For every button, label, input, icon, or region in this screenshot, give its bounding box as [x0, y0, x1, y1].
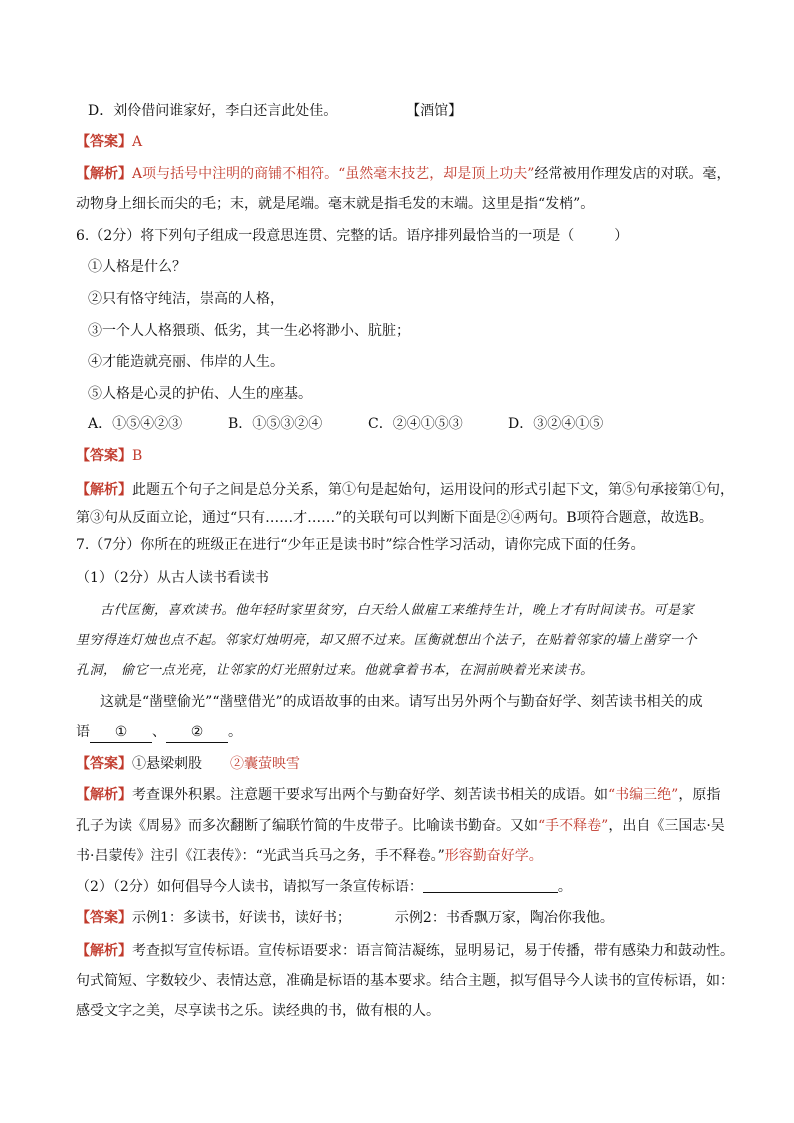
- answer-value-1: 示例1：多读书，好读书，读好书；: [132, 910, 351, 926]
- q6-option-b: B．①⑤③②④: [228, 416, 323, 432]
- q7-task-end: 。: [228, 724, 242, 740]
- q7-sub2-analysis-line1: [76, 941, 734, 961]
- analysis-label: 【解析】: [76, 166, 132, 182]
- answer-blank-1: ①: [90, 722, 152, 743]
- q7-sub2-title-text: （2）（2分）如何倡导今人读书，请拟写一条宣传标语：: [76, 879, 423, 895]
- q7-sub2-analysis-line2: 句式简短、字数较少、表情达意，准确是标语的基本要求。结合主题，拟写倡导今人读书的宣传标语，如：: [76, 973, 734, 989]
- answer-value-2: ②囊萤映雪: [230, 756, 300, 772]
- q6-option-c: C．②④①⑤③: [368, 416, 463, 432]
- q6-item: ④才能造就亮丽、伟岸的人生。: [88, 354, 284, 370]
- q7-sub2-analysis-line3: 感受文字之美，尽享读书之乐。读经典的书，做有根的人。: [76, 1003, 440, 1019]
- analysis-text: 考查课外积累。注意题干要求写出两个与勤奋好学、刻苦读书相关的成语。如: [132, 787, 608, 803]
- q6-stem-end: ）: [614, 228, 629, 244]
- answer-label: 【答案】: [76, 756, 132, 772]
- analysis-text: 书·吕蒙传》注引《江表传》：“光武当兵马之务，手不释卷。”: [76, 848, 445, 864]
- answer-label: 【答案】: [76, 134, 132, 150]
- analysis-text: 经常被用作理发店的对联。毫，: [534, 166, 731, 182]
- q7-task-line2: [76, 722, 726, 743]
- q6-option-d: D．③②④①⑤: [508, 416, 604, 432]
- q6-options: [88, 414, 738, 434]
- q6-analysis-line2: 第③句从反面立论，通过“只有……才……”的关联句可以判断下面是②④两句。B项符合题意，故选B。: [76, 510, 713, 526]
- q6-option-a: A．①⑤④②③: [88, 416, 183, 432]
- q6-stem-text: 6.（2分）将下列句子组成一段意思连贯、完整的话。语序排列最恰当的一项是（: [76, 228, 575, 244]
- q6-item: ③一个人人格猥琐、低劣，其一生必将渺小、肮脏；: [88, 323, 410, 339]
- q6-item: ①人格是什么？: [88, 259, 186, 275]
- q6-item: ⑤人格是心灵的护佑、人生的座基。: [88, 386, 312, 402]
- analysis-label: 【解析】: [76, 482, 132, 498]
- q7-sub2-title: [76, 877, 726, 897]
- q7-sub1-analysis-line2: [76, 816, 726, 836]
- answer-label: 【答案】: [76, 910, 132, 926]
- q7-sub1-analysis-line3: [76, 846, 726, 866]
- analysis-highlight: “书编三绝”: [608, 787, 679, 803]
- answer-blank-2: ②: [166, 722, 228, 743]
- q6-item: ②只有恪守纯洁，崇高的人格，: [88, 291, 284, 307]
- analysis-text: ，原指: [678, 787, 721, 803]
- q5-option-d-tag: 【酒馆】: [406, 103, 463, 119]
- answer-value: A: [132, 134, 143, 150]
- analysis-text: 孔子为读《周易》而多次翻断了编联竹简的牛皮带子。比喻读书勤奋。又如: [76, 818, 538, 834]
- answer-value-2: 示例2：书香飘万家，陶冶你我他。: [394, 910, 614, 926]
- analysis-text: 此题五个句子之间是总分关系，第①句是起始句，运用设问的形式引起下文，第⑤句承接第①句，: [132, 482, 734, 498]
- q6-stem: [76, 226, 726, 246]
- q7-passage-line: 古代匡衡，喜欢读书。他年轻时家里贫穷，白天给人做雇工来维持生计，晚上才有时间读书。可是家: [100, 603, 695, 618]
- analysis-text: ，出自《三国志·吴: [608, 818, 725, 834]
- answer-label: 【答案】: [76, 448, 132, 464]
- analysis-quote: “虽然毫末技艺，却是顶上功夫”: [338, 166, 535, 182]
- answer-value: B: [132, 448, 143, 464]
- q5-option-d-text: D．刘伶借问谁家好，李白还言此处佳。: [88, 103, 338, 119]
- analysis-label: 【解析】: [76, 787, 132, 803]
- q5-answer: [76, 132, 726, 152]
- analysis-highlight: “手不释卷”: [538, 818, 609, 834]
- q5-analysis-line2: 动物身上细长而尖的毛；末，就是尾端。毫末就是指毛发的末端。这里是指“发梢”。: [76, 196, 595, 212]
- q5-analysis-line1: [76, 164, 731, 184]
- q7-passage-line: 里穷得连灯烛也点不起。邻家灯烛明亮，却又照不过来。匡衡就想出个法子，在贴着邻家的墙上凿穿一个: [76, 633, 698, 648]
- q7-task-line1: 这就是“凿壁偷光”“凿壁借光”的成语故事的由来。请写出另外两个与勤奋好学、刻苦读书相关的成: [100, 694, 703, 710]
- q7-sub2-answer: [76, 908, 726, 928]
- analysis-text: A项与括号中注明的商铺不相符。: [132, 166, 339, 182]
- q7-sub1-analysis-line1: [76, 785, 726, 805]
- slogan-answer-blank: [423, 878, 558, 893]
- q7-sub1-title: （1）（2分）从古人读书看读书: [76, 570, 269, 586]
- analysis-label: 【解析】: [76, 943, 132, 959]
- q7-sub1-answer: [76, 754, 726, 774]
- q7-stem: 7.（7分）你所在的班级正在进行“少年正是读书时”综合性学习活动，请你完成下面的任务。: [76, 537, 645, 553]
- analysis-highlight: 形容勤奋好学。: [444, 848, 543, 864]
- q7-task-sep: 、: [152, 724, 166, 740]
- q6-analysis-line1: [76, 480, 734, 500]
- q7-sub2-title-end: 。: [557, 879, 572, 895]
- q7-task-text: 语: [76, 724, 90, 740]
- q6-answer: [76, 446, 726, 466]
- q7-passage-line: 孔洞， 偷它一点光亮，让邻家的灯光照射过来。他就拿着书本，在洞前映着光来读书。: [76, 663, 594, 678]
- q5-option-d: [88, 101, 738, 121]
- answer-value-1: ①悬梁刺股: [132, 756, 202, 772]
- analysis-text: 考查拟写宣传标语。宣传标语要求：语言简洁凝练，显明易记，易于传播，带有感染力和鼓动性。: [132, 943, 734, 959]
